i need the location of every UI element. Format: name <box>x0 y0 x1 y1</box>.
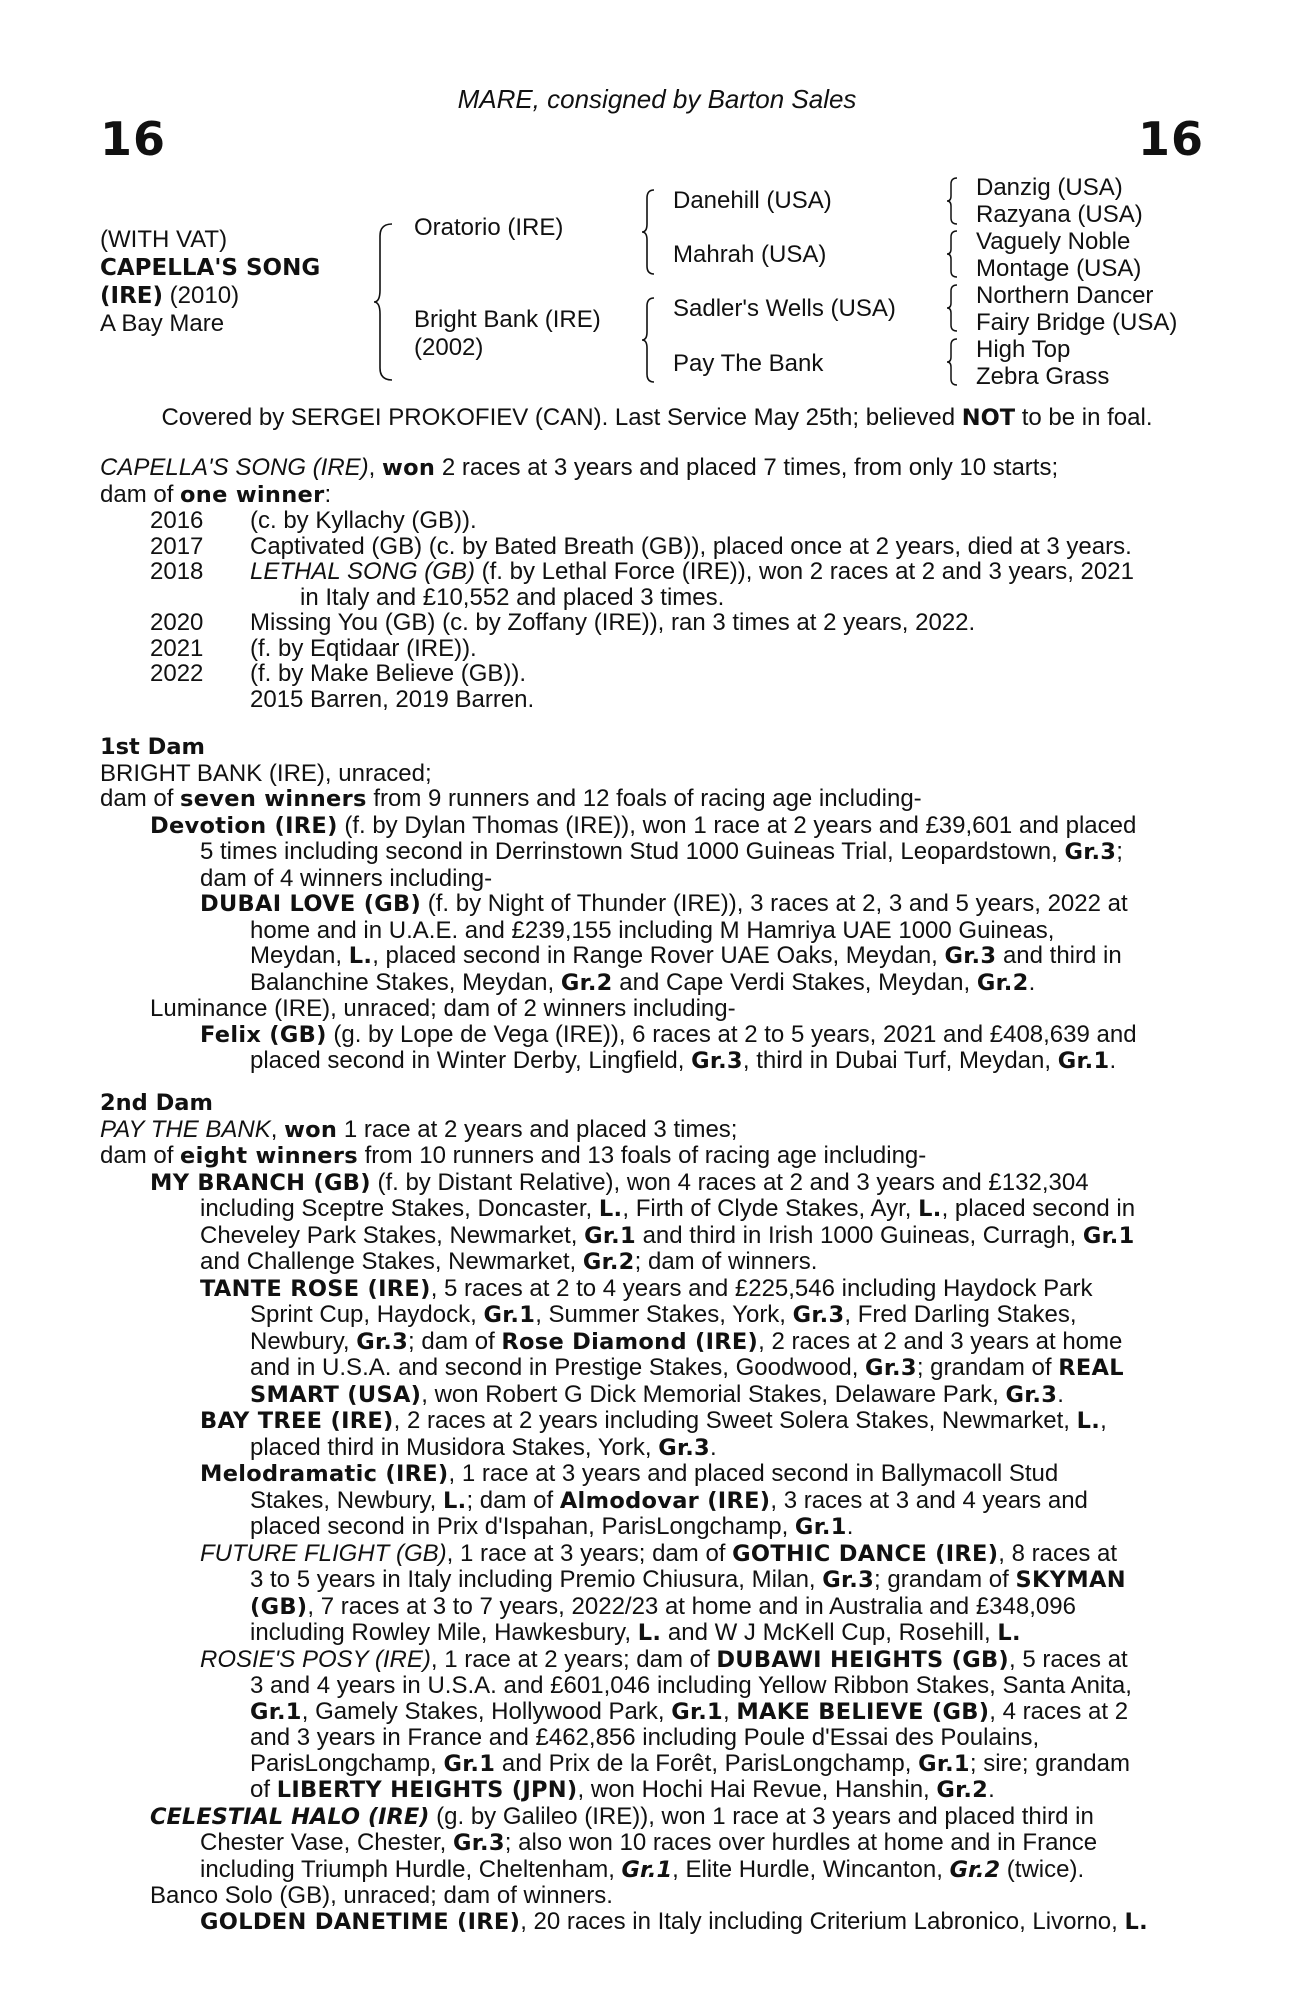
pedigree-subject <box>100 226 320 338</box>
devotion-name: Devotion (IRE) <box>150 812 338 839</box>
produce-row: 2022 (f. by Make Believe (GB)). <box>150 660 527 687</box>
g-fairy-bridge: Fairy Bridge (USA) <box>976 309 1178 336</box>
brace-1 <box>372 222 394 382</box>
horse-country: (IRE) <box>100 283 164 309</box>
sire: Oratorio (IRE) <box>414 214 564 241</box>
lot-number-left: 16 <box>100 112 167 166</box>
brace-3a <box>945 176 959 226</box>
grandparents-col <box>976 174 1177 390</box>
dubai-love-name: DUBAI LOVE (GB) <box>200 891 422 917</box>
brace-3c <box>945 283 959 333</box>
dam-year: (2002) <box>414 334 484 361</box>
produce-record: CAPELLA'S SONG (IRE), won 2 races at 3 years and placed 7 times, from only 10 starts; dam of one winner: 2016 (c. by Kyllachy (GB)). 2017 Captivated (GB) (c. by Bated Breath (GB)), placed once at 2 years, died at 3 years. 2018 LETHAL SONG (GB) (f. by Lethal Force (IRE)), won 2 races at 2 and 3 years, 2021 in Italy and £10,552 and placed 3 times. 2020 Missing You (GB) (c. by Zoffany (IRE)), ran 3 times at 2 years, 2022. 2021 (f. by Eqtidaar (IRE)). 2022 (f. by Make Believe (GB)). 2015 Barren, 2019 Barren. <box>100 455 1210 712</box>
sire-dam: Mahrah (USA) <box>673 241 827 268</box>
future-flight-name: FUTURE FLIGHT (GB) <box>200 1539 447 1567</box>
melodramatic-name: Melodramatic (IRE) <box>200 1461 449 1487</box>
brace-2b <box>640 296 656 384</box>
sire-sire: Danehill (USA) <box>673 187 832 214</box>
first-dam-heading: 1st Dam <box>100 734 205 760</box>
brace-2a <box>640 188 656 276</box>
vat-note: (WITH VAT) <box>100 226 228 253</box>
felix-name: Felix (GB) <box>200 1021 327 1048</box>
mare-name: CAPELLA'S SONG (IRE) <box>100 454 369 481</box>
golden-danetime-name: GOLDEN DANETIME (IRE) <box>200 1908 521 1935</box>
g-high-top: High Top <box>976 336 1071 363</box>
g-vaguely-noble: Vaguely Noble <box>976 228 1131 255</box>
celestial-halo-name: CELESTIAL HALO (IRE) <box>150 1803 430 1830</box>
dam-dam: Pay The Bank <box>673 350 824 377</box>
second-dam-heading: 2nd Dam <box>100 1090 213 1116</box>
brace-3d <box>945 337 959 387</box>
dam-name: Bright Bank (IRE) <box>414 306 601 333</box>
produce-row: 2015 Barren, 2019 Barren. <box>250 685 535 713</box>
produce-row: 2017 Captivated (GB) (c. by Bated Breath (GB)), placed once at 2 years, died at 3 years. <box>150 532 1132 560</box>
g-northern-dancer: Northern Dancer <box>976 282 1154 309</box>
rosies-posy-name: ROSIE'S POSY (IRE) <box>200 1645 431 1673</box>
dam-sire: Sadler's Wells (USA) <box>673 295 896 322</box>
g-razyana: Razyana (USA) <box>976 201 1143 228</box>
dam <box>414 306 601 362</box>
my-branch-name: MY BRANCH (GB) <box>150 1169 371 1196</box>
first-dam-section: 1st Dam BRIGHT BANK (IRE), unraced; dam of seven winners from 9 runners and 12 foals of racing age including- Devotion (IRE) (f. by Dylan Thomas (IRE)), won 1 race at 2 years and £39,601 and placed 5 times including second in Derrinstown Stud 1000 Guineas Trial, Leopardstown, Gr.3; dam of 4 winners including- DUBAI LOVE (GB) (f. by Night of Thunder (IRE)), 3 races at 2, 3 and 5 years, 2022 at home and in U.A.E. and £239,155 including M Hamriya UAE 1000 Guineas, Meydan, L., placed second in Range Rover UAE Oaks, Meydan, Gr.3 and third in Balanchine Stakes, Meydan, Gr.2 and Cape Verdi Stakes, Meydan, Gr.2. Luminance (IRE), unraced; dam of 2 winners including- Felix (GB) (g. by Lope de Vega (IRE)), 6 races at 2 to 5 years, 2021 and £408,639 and placed second in Winter Derby, Lingfield, Gr.3, third in Dubai Turf, Meydan, Gr.1. <box>100 735 1210 1075</box>
produce-row: 2020 Missing You (GB) (c. by Zoffany (IRE)), ran 3 times at 2 years, 2022. <box>150 609 976 636</box>
bay-tree-name: BAY TREE (IRE) <box>200 1408 394 1434</box>
g-montage: Montage (USA) <box>976 255 1142 282</box>
covered-line: Covered by SERGEI PROKOFIEV (CAN). Last Service May 25th; believed NOT to be in foal. <box>161 404 1153 431</box>
consignor-line: MARE, consigned by Barton Sales <box>457 84 857 114</box>
tante-rose-name: TANTE ROSE (IRE) <box>200 1275 431 1302</box>
not-emphasis: NOT <box>961 405 1016 431</box>
g-zebra-grass: Zebra Grass <box>976 363 1110 390</box>
g-danzig: Danzig (USA) <box>976 174 1123 201</box>
horse-name: CAPELLA'S SONG <box>100 255 321 281</box>
produce-row: in Italy and £10,552 and placed 3 times. <box>300 583 725 611</box>
produce-row: 2021 (f. by Eqtidaar (IRE)). <box>150 634 477 662</box>
produce-row: 2016 (c. by Kyllachy (GB)). <box>150 507 477 534</box>
brace-3b <box>945 229 959 279</box>
second-dam-section: 2nd Dam PAY THE BANK, won 1 race at 2 years and placed 3 times; dam of eight winners from 10 runners and 13 foals of racing age including- MY BRANCH (GB) (f. by Distant Relative), won 4 races at 2 and 3 years and £132,304 including Sceptre Stakes, Doncaster, L., Firth of Clyde Stakes, Ayr, L., placed second in Cheveley Park Stakes, Newmarket, Gr.1 and third in Irish 1000 Guineas, Curragh, Gr.1 and Challenge Stakes, Newmarket, Gr.2; dam of winners. TANTE ROSE (IRE), 5 races at 2 to 4 years and £225,546 including Haydock Park Sprint Cup, Haydock, Gr.1, Summer Stakes, York, Gr.3, Fred Darling Stakes, Newbury, Gr.3; dam of Rose Diamond (IRE), 2 races at 2 and 3 years at home and in U.S.A. and second in Prestige Stakes, Goodwood, Gr.3; grandam of REAL SMART (USA), won Robert G Dick Memorial Stakes, Delaware Park, Gr.3. BAY TREE (IRE), 2 races at 2 years including Sweet Solera Stakes, Newmarket, L., placed third in Musidora Stakes, York, Gr.3. Melodramatic (IRE), 1 race at 3 years and placed second in Ballymacoll Stud Stakes, Newbury, L.; dam of Almodovar (IRE), 3 races at 3 and 4 years and placed second in Prix d'Ispahan, ParisLongchamp, Gr.1. FUTURE FLIGHT (GB), 1 race at 3 years; dam of GOTHIC DANCE (IRE), 8 races at 3 to 5 years in Italy including Premio Chiusura, Milan, Gr.3; grandam of SKYMAN (GB), 7 races at 3 to 7 years, 2022/23 at home and in Australia and £348,096 including Rowley Mile, Hawkesbury, L. and W J McKell Cup, Rosehill, L. ROSIE'S POSY (IRE), 1 race at 2 years; dam of DUBAWI HEIGHTS (GB), 5 races at 3 and 4 years in U.S.A. and £601,046 including Yellow Ribbon Stakes, Santa Anita, Gr.1, Gamely Stakes, Hollywood Park, Gr.1, MAKE BELIEVE (GB), 4 races at 2 and 3 years in France and £462,856 including Poule d'Essai des Poulains, ParisLongchamp, Gr.1 and Prix de la Forêt, ParisLongchamp, Gr.1; sire; grandam of LIBERTY HEIGHTS (JPN), won Hochi Hai Revue, Hanshin, Gr.2. CELESTIAL HALO (IRE) (g. by Galileo (IRE)), won 1 race at 3 years and placed third in Chester Vase, Chester, Gr.3; also won 10 races over hurdles at home and in France including Triumph Hurdle, Cheltenham, Gr.1, Elite Hurdle, Wincanton, Gr.2 (twice). Banco Solo (GB), unraced; dam of winners. GOLDEN DANETIME (IRE), 20 races in Italy including Criterium Labronico, Livorno, L. <box>100 1091 1210 1935</box>
produce-row: 2018 LETHAL SONG (GB) (f. by Lethal Force (IRE)), won 2 races at 2 and 3 years, 2021 <box>150 558 1134 585</box>
lot-number-right: 16 <box>1137 112 1204 166</box>
horse-year: (2010) <box>163 282 240 309</box>
horse-description: A Bay Mare <box>100 310 225 337</box>
